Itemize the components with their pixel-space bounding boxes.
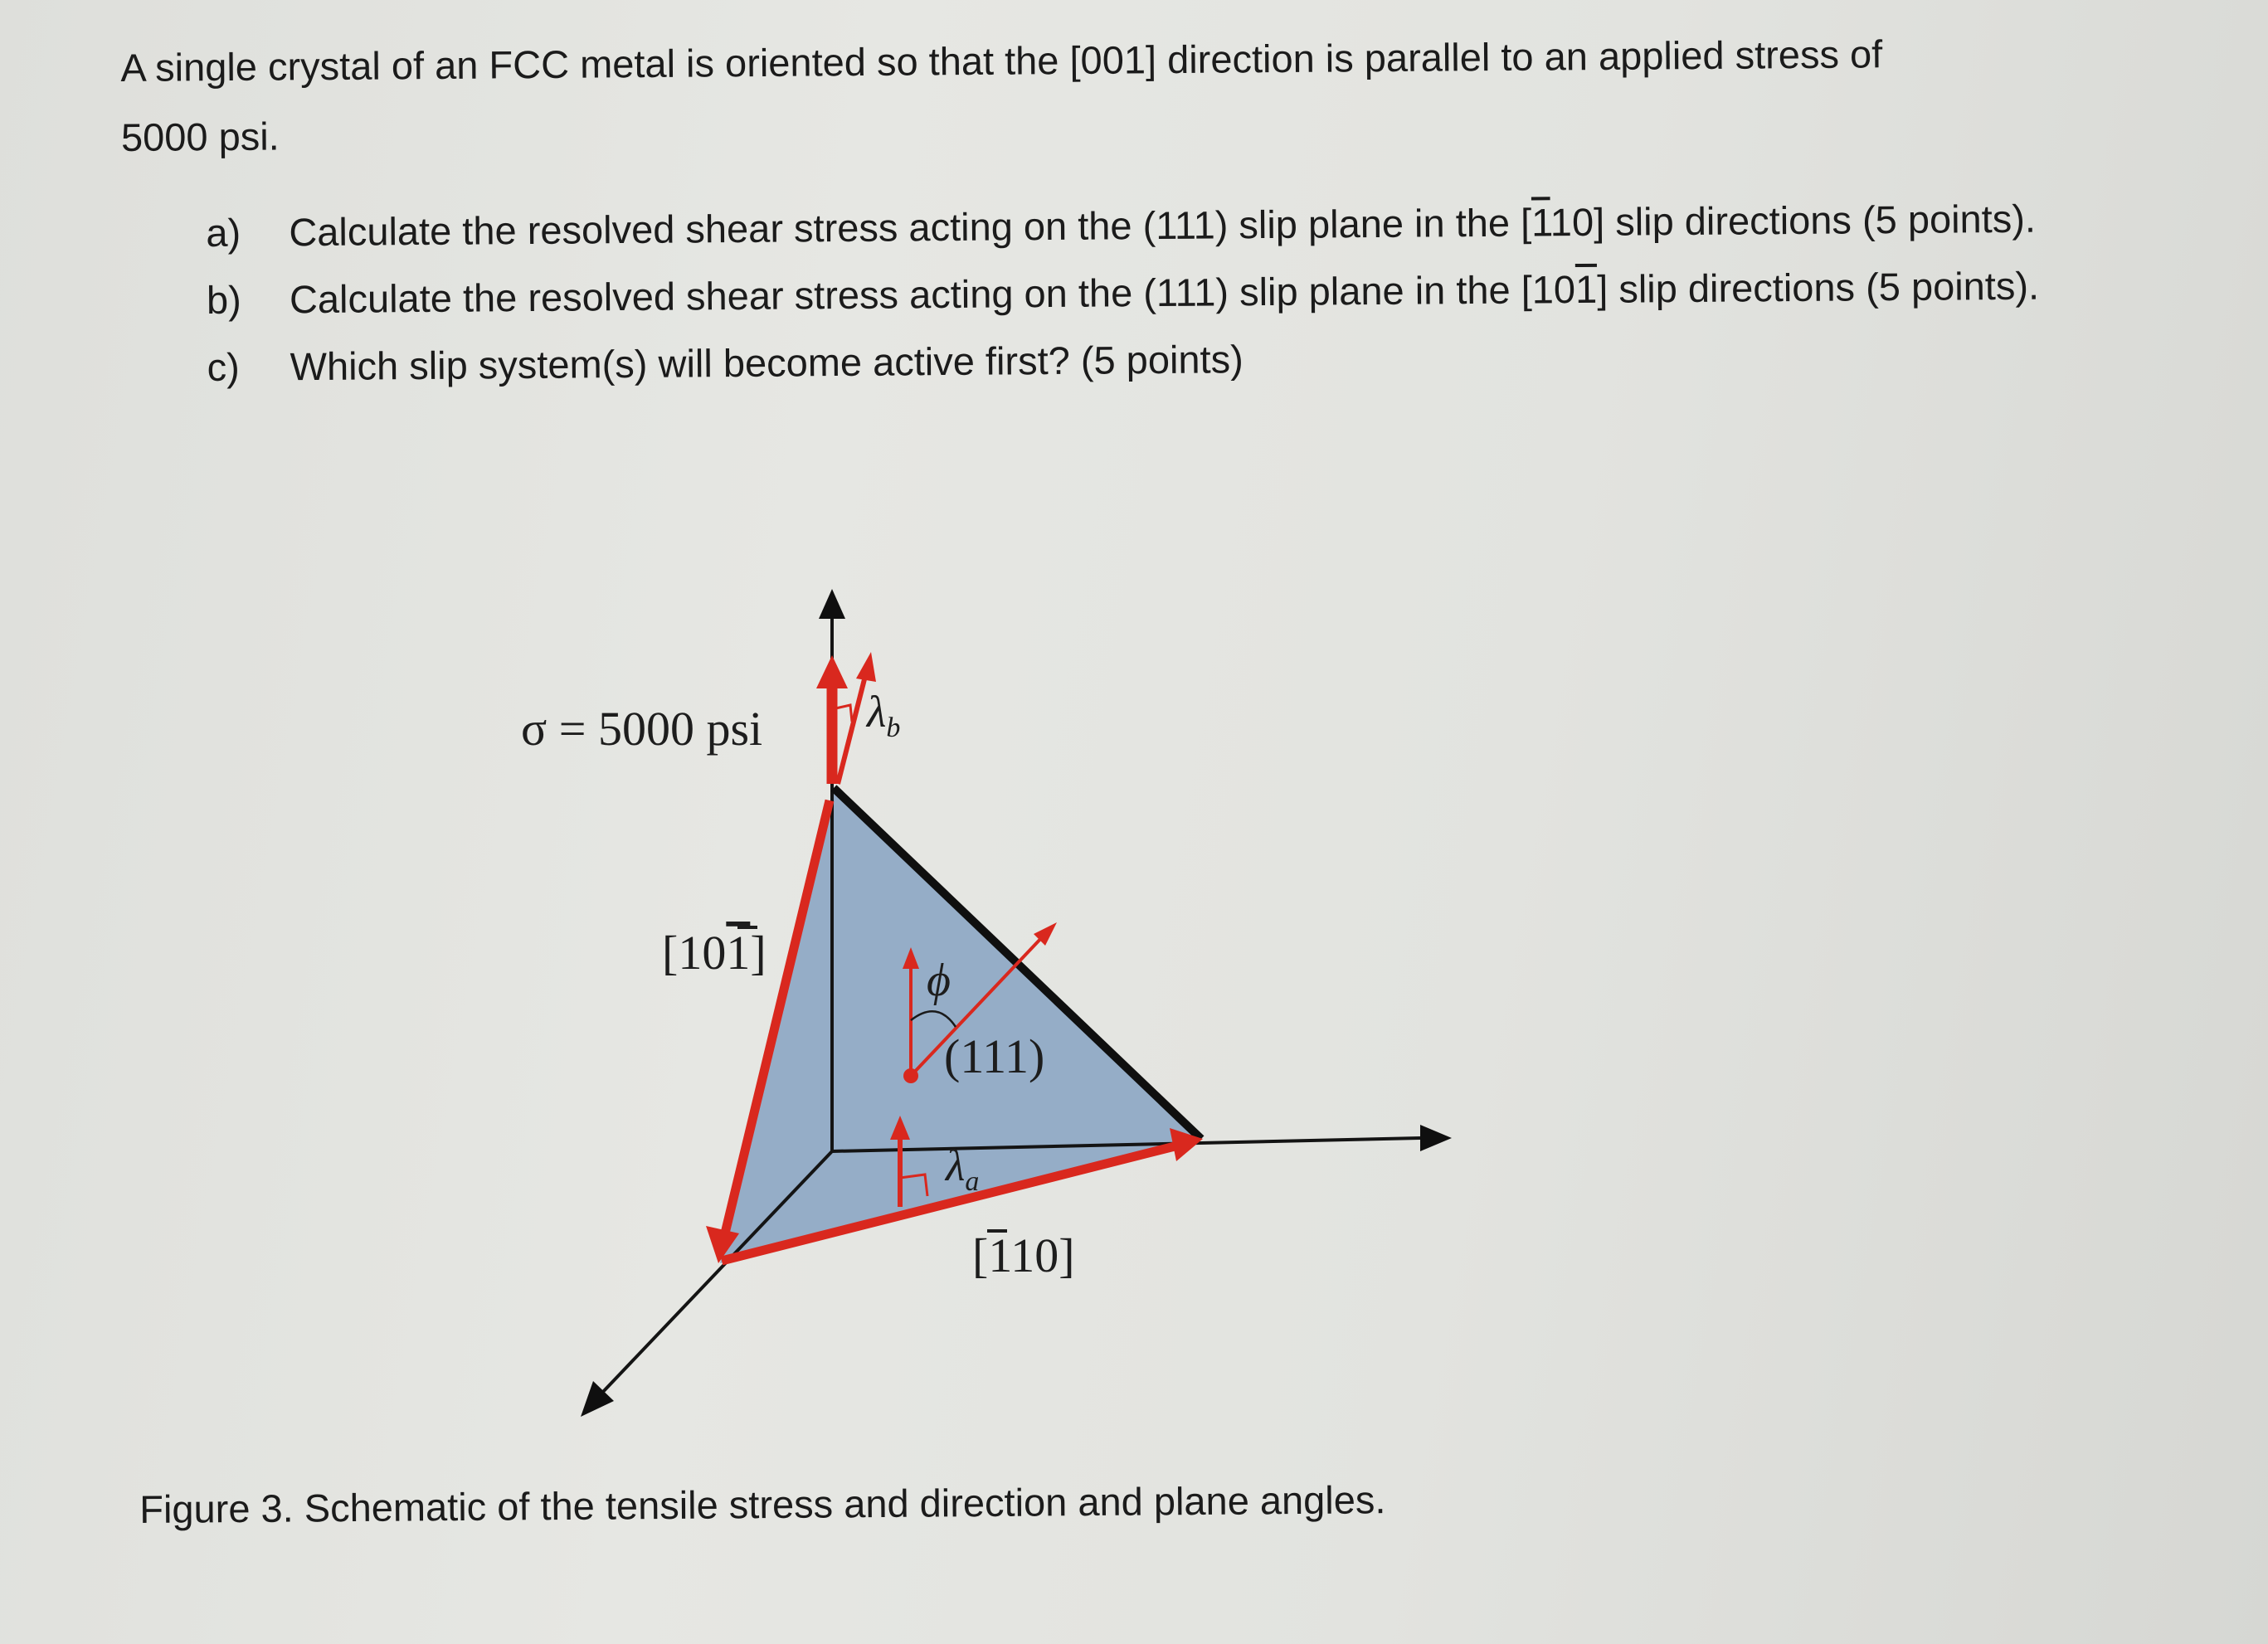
- direction-101bar-close: ]: [750, 926, 767, 980]
- question-b-overbar-digit: 1: [1574, 266, 1598, 312]
- question-c-letter: c): [207, 344, 240, 389]
- problem-statement-line-2: 5000 psi.: [120, 114, 280, 159]
- phi-label: ϕ: [927, 955, 951, 1006]
- lambda-a-symbol: λ: [946, 1141, 966, 1190]
- direction-101bar-overbar-digit: 1: [726, 926, 751, 980]
- question-a-text-end: ] slip directions (5 points).: [1593, 196, 2037, 244]
- x-axis: [601, 1151, 832, 1394]
- question-a-text-start: Calculate the resolved shear stress acting on the (111) slip plane in the [: [289, 200, 1532, 255]
- question-a-overbar-digit: 1: [1531, 200, 1551, 245]
- lambda-b-label: [865, 687, 900, 743]
- question-a-text-mid: 10: [1550, 199, 1594, 245]
- lambda-b-symbol: λ: [867, 687, 887, 737]
- question-b-letter: b): [206, 277, 241, 322]
- direction-101bar-label: [662, 926, 767, 980]
- direction-1bar10-overbar-digit: 1: [988, 1228, 1011, 1282]
- z-axis-arrowhead: [819, 589, 845, 619]
- question-c-text: Which slip system(s) will become active first? (5 points): [290, 337, 1244, 389]
- normal-origin-dot: [903, 1068, 918, 1083]
- direction-1bar10-label: [972, 1228, 1075, 1282]
- lambda-b-arrowhead: [856, 652, 876, 682]
- question-b-text-end: ] slip directions (5 points).: [1596, 263, 2040, 311]
- question-b-text-start: Calculate the resolved shear stress acting on the (111) slip plane in the [10: [289, 267, 1576, 322]
- stress-label: σ = 5000 psi: [521, 702, 763, 756]
- direction-1bar10-close: 10]: [1010, 1228, 1075, 1282]
- direction-1bar10-open: [: [972, 1228, 989, 1282]
- figure-caption: Figure 3. Schematic of the tensile stress and direction and plane angles.: [139, 1477, 1386, 1531]
- lambda-a-subscript: a: [965, 1166, 980, 1197]
- y-axis-arrowhead: [1420, 1125, 1452, 1151]
- problem-statement-line-1: A single crystal of an FCC metal is oriented so that the [001] direction is parallel to an applied stress of: [120, 32, 1883, 90]
- lambda-b-direction-arrow: [838, 676, 865, 784]
- lambda-b-subscript: b: [886, 713, 901, 743]
- plane-111-label: (111): [944, 1029, 1045, 1083]
- direction-101bar-open: [10: [662, 926, 727, 980]
- stress-arrowhead: [816, 655, 848, 688]
- question-a-letter: a): [206, 210, 241, 255]
